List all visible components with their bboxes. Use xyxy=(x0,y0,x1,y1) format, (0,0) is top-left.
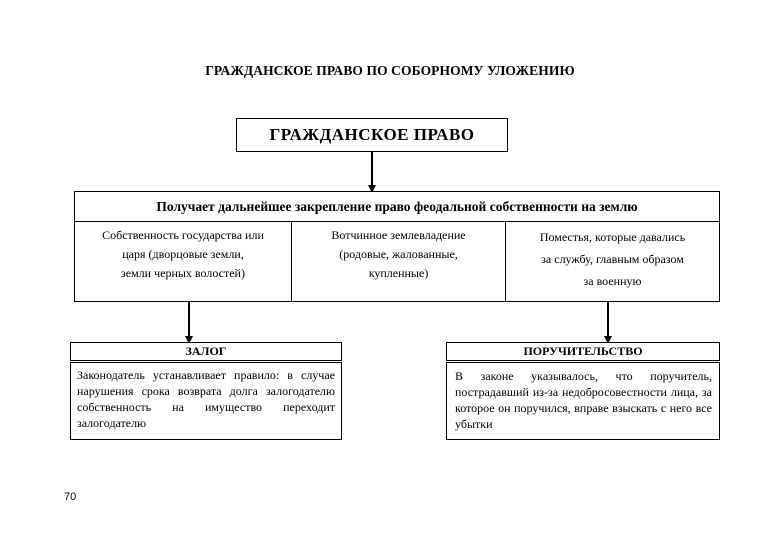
column-line: (родовые, жалованные, xyxy=(339,247,458,261)
poruchitelstvo-text: В законе указывалось, что поручитель, пострадавший из-за недобросовестности лица, за которое он поручился, вправе взыскать с него все убытки xyxy=(446,362,720,440)
ownership-heading: Получает дальнейшее закрепление право феодальной собственности на землю xyxy=(75,192,719,222)
main-box xyxy=(236,118,508,152)
ownership-column-pomestie xyxy=(506,222,719,302)
column-line: Поместья, которые давались xyxy=(539,230,686,244)
page-number: 70 xyxy=(64,491,77,503)
ownership-column-votchina xyxy=(292,222,506,302)
column-line: купленные) xyxy=(368,266,429,280)
ownership-box xyxy=(74,191,720,302)
poruchitelstvo-caption: ПОРУЧИТЕЛЬСТВО xyxy=(446,342,720,361)
column-line: земли черных волостей) xyxy=(121,266,245,280)
column-line: царя (дворцовые земли, xyxy=(122,247,244,261)
zalog-text: Законодатель устанавливает правило: в случае нарушения срока возврата долга залогодателю собственность на имущество переходит залогодателю xyxy=(70,362,342,440)
column-line: за службу, главным образом xyxy=(541,252,684,266)
ownership-column-state xyxy=(75,222,292,302)
column-line: Вотчинное землевладение xyxy=(331,228,466,242)
page-title: ГРАЖДАНСКОЕ ПРАВО ПО СОБОРНОМУ УЛОЖЕНИЮ xyxy=(205,63,575,78)
column-line: Собственность государства или xyxy=(102,228,264,242)
zalog-caption: ЗАЛОГ xyxy=(70,342,342,361)
column-line: за военную xyxy=(583,274,642,288)
main-box-label: ГРАЖДАНСКОЕ ПРАВО xyxy=(269,125,475,144)
